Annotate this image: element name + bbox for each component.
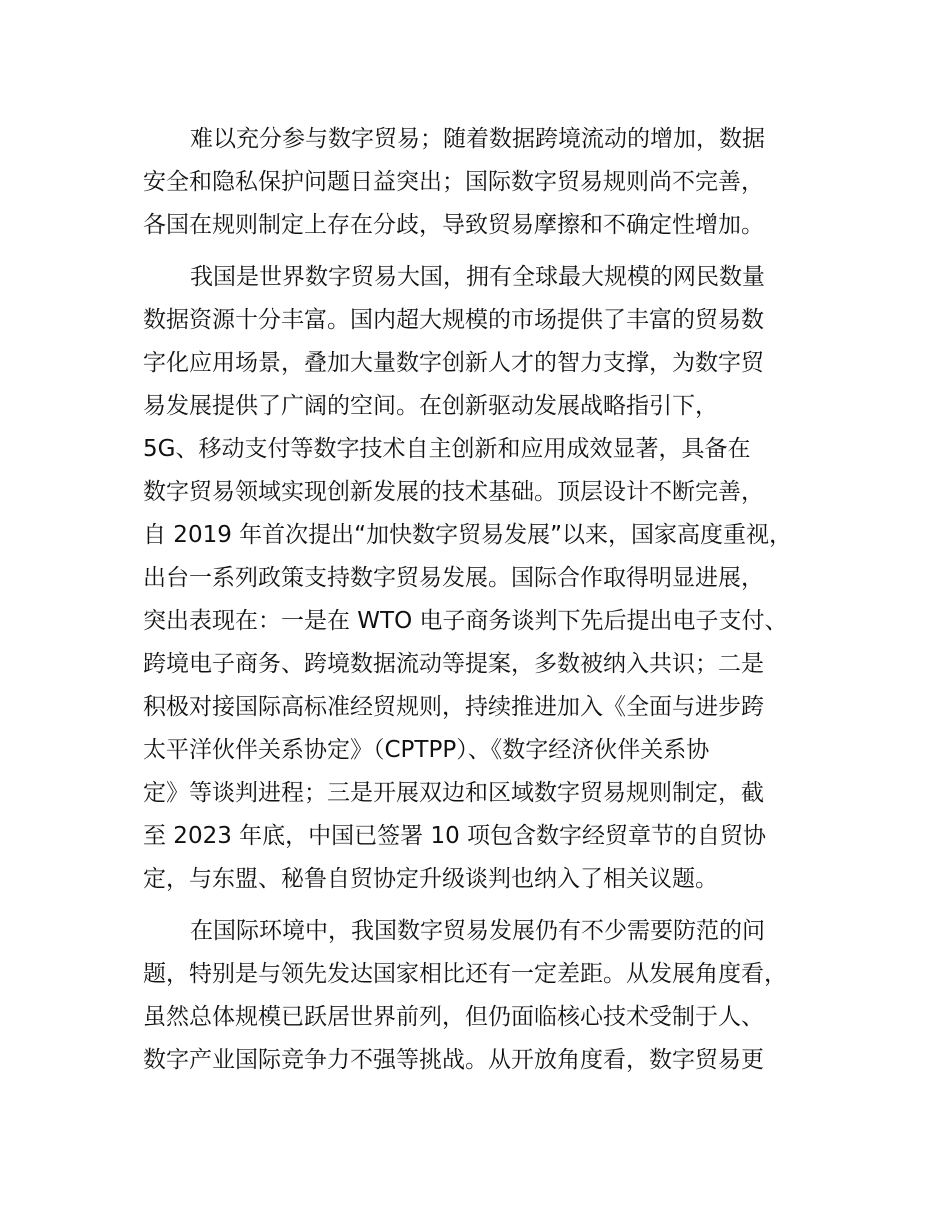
paragraph-line: 积极对接国际高标准经贸规则，持续推进加入《全面与进步跨 [143,694,764,720]
paragraph-line: 安全和隐私保护问题日益突出；国际数字贸易规则尚不完善， [143,169,764,195]
paragraph-line: 难以充分参与数字贸易；随着数据跨境流动的增加，数据 [190,126,765,152]
paragraph-line: 太平洋伙伴关系协定》（CPTPP）、《数字经济伙伴关系协 [143,737,710,763]
paragraph-line: 题，特别是与领先发达国家相比还有一定差距。从发展角度看， [143,961,787,987]
paragraph-line: 数字贸易领域实现创新发展的技术基础。顶层设计不断完善， [143,479,764,505]
paragraph-line: 自 2019 年首次提出“加快数字贸易发展”以来，国家高度重视， [143,522,792,548]
paragraph-line: 各国在规则制定上存在分歧，导致贸易摩擦和不确定性增加。 [143,212,764,238]
paragraph-line: 易发展提供了广阔的空间。在创新驱动发展战略指引下， [143,393,718,419]
paragraph-line: 数字产业国际竞争力不强等挑战。从开放角度看，数字贸易更 [143,1047,764,1073]
paragraph-line: 在国际环境中，我国数字贸易发展仍有不少需要防范的问 [190,918,765,944]
paragraph-line: 我国是世界数字贸易大国，拥有全球最大规模的网民数量 [190,264,765,290]
paragraph-line: 定，与东盟、秘鲁自贸协定升级谈判也纳入了相关议题。 [143,866,718,892]
paragraph-line: 跨境电子商务、跨境数据流动等提案，多数被纳入共识；二是 [143,651,764,677]
paragraph-line: 数据资源十分丰富。国内超大规模的市场提供了丰富的贸易数 [143,307,764,333]
paragraph-line: 突出表现在：一是在 WTO 电子商务谈判下先后提出电子支付、 [143,608,788,634]
paragraph-line: 出台一系列政策支持数字贸易发展。国际合作取得明显进展， [143,565,764,591]
paragraph-line: 字化应用场景，叠加大量数字创新人才的智力支撑，为数字贸 [143,350,764,376]
paragraph-line: 定》等谈判进程；三是开展双边和区域数字贸易规则制定，截 [143,780,764,806]
paragraph-line: 5G、移动支付等数字技术自主创新和应用成效显著，具备在 [143,436,751,462]
paragraph-line: 至 2023 年底，中国已签署 10 项包含数字经贸章节的自贸协 [143,823,767,849]
paragraph-line: 虽然总体规模已跃居世界前列，但仍面临核心技术受制于人、 [143,1004,764,1030]
